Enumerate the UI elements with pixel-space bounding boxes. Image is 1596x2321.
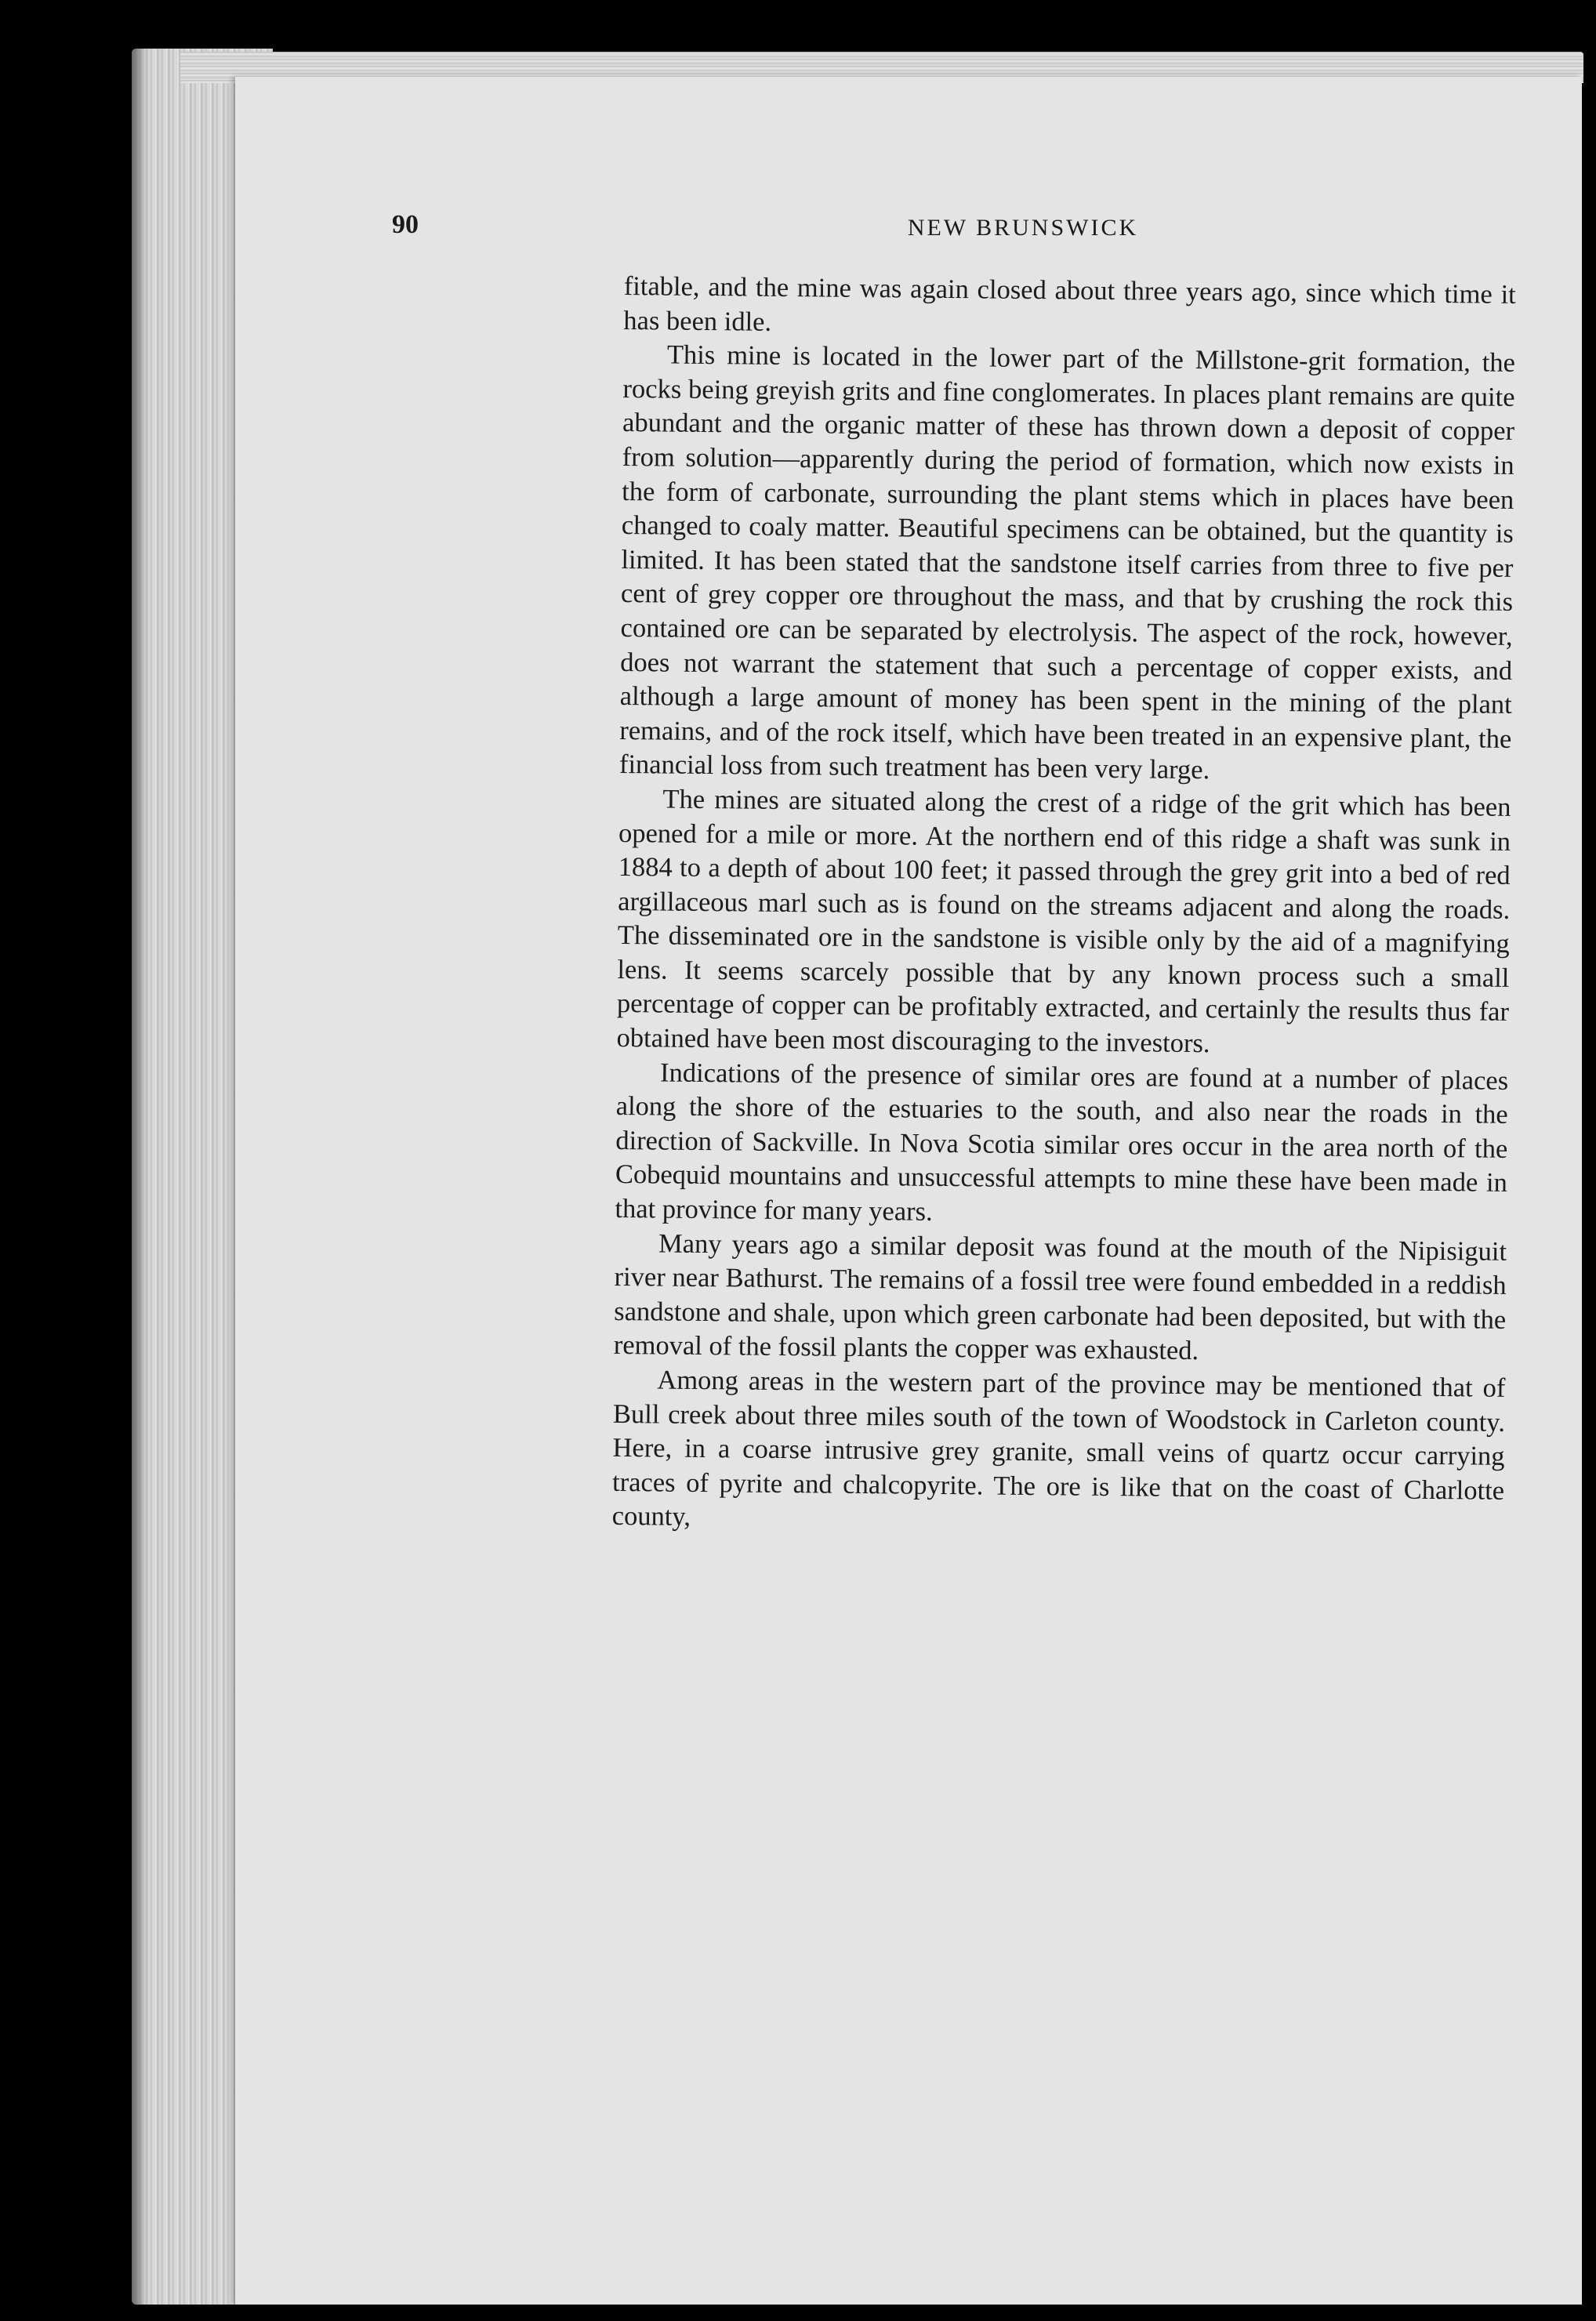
body-text: [612, 270, 1516, 1543]
paragraph-western-areas: Among areas in the western part of the province may be mentioned that of Bull creek about three miles south of the town of Woodstock in Carleton county. Here, in a coarse intrusive grey granite, small veins of quartz occur carrying traces of pyrite and chalcopyrite. The ore is like that on the coast of Charlotte county,: [611, 1365, 1506, 1532]
paragraph-mines-ridge: The mines are situated along the crest of a ridge of the grit which has been opened for a mile or more. At the northern end of this ridge a shaft was sunk in 1884 to a depth of about 100 feet; it passed through the grey grit into a bed of red argillaceous marl such as is found on the streams adjacent and along the roads. The disseminated ore in the sandstone is visible only by the aid of a magnifying lens. It seems scarcely possible that by any known process such a small percentage of copper can be profitably extracted, and certainly the results thus far obtained have been most discouraging to the investors.: [616, 784, 1511, 1059]
paragraph-nipisiguit: Many years ago a similar deposit was found at the mouth of the Nipisiguit river near Bathurst. The remains of a fossil tree were found embedded in a reddish sandstone and shale, upon which green carbonate had been deposited, but with the removal of the fossil plants the copper was exhausted.: [613, 1228, 1507, 1366]
paragraph-indications: Indications of the presence of similar ores are found at a number of places along the shore of the estuaries to the south, and also near the roads in the direction of Sackville. In Nova Scotia similar ores occur in the area north of the Cobequid mountains and unsuccessful attempts to mine these have been made in that province for many years.: [615, 1057, 1509, 1227]
paragraph-millstone-grit: This mine is located in the lower part of the Millstone-grit formation, the rocks being greyish grits and fine conglomerates. In places plant remains are quite abundant and the organic matter of these has thrown down a deposit of copper from solution—apparently during the period of formation, which now exists in the form of carbonate, surrounding the plant stems which in places have been changed to coaly matter. Beautiful specimens can be obtained, but the quantity is limited. It has been stated that the sandstone itself carries from three to five per cent of grey copper ore throughout the mass, and that by crushing the rock this contained ore can be separated by electrolysis. The aspect of the rock, however, does not warrant the statement that such a percentage of copper exists, and although a large amount of money has been spent in the mining of the plant remains, and of the rock itself, which have been treated in an expensive plant, the financial loss from such treatment has been very large.: [618, 339, 1516, 785]
page-edge-shadow: [132, 49, 147, 2305]
running-head: NEW BRUNSWICK: [907, 215, 1139, 241]
page-number: 90: [392, 210, 419, 239]
paragraph-continued: fitable, and the mine was again closed about three years ago, since which time it has been idle.: [623, 270, 1516, 337]
page-header: [392, 210, 1521, 248]
